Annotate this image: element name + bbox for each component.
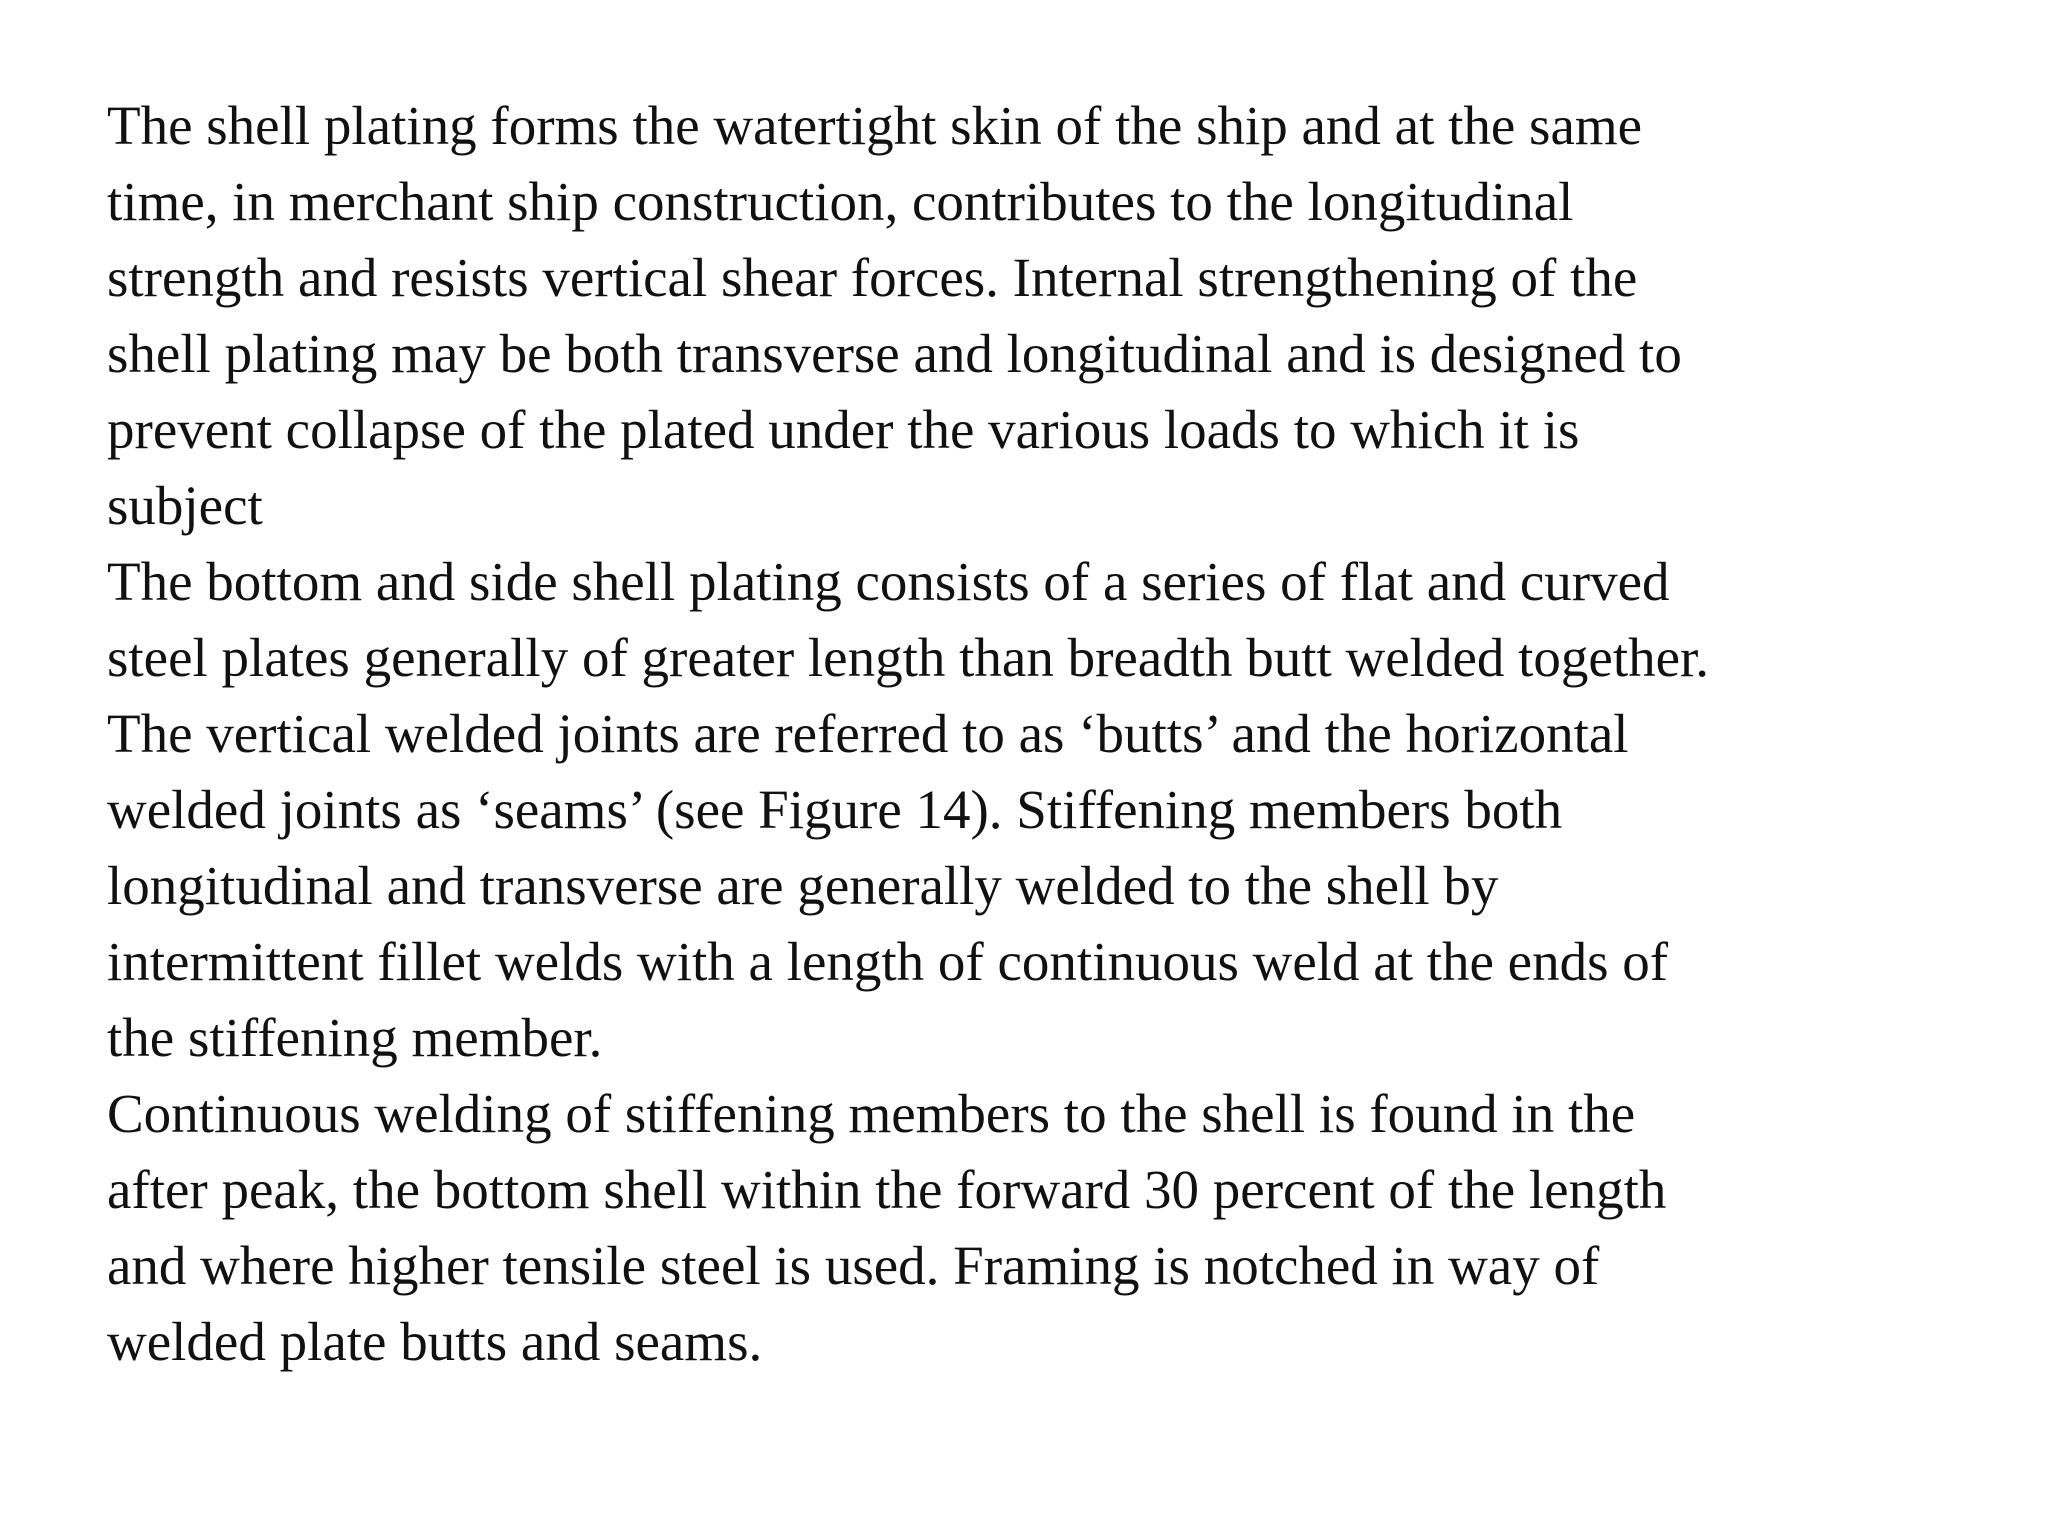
- paragraph-shell-plating: The shell plating forms the watertight skin of the ship and at the same time, in merchant ship construction, contributes to the longitudinal strength and resists vertical shear forces. Internal strengthening of the shell plating may be both transverse and longitudinal and is designed to prevent collapse of the plated under the various loads to which it is subject: [107, 95, 1682, 536]
- paragraph-continuous-welding: Continuous welding of stiffening members to the shell is found in the after peak, the bottom shell within the forward 30 percent of the length and where higher tensile steel is used. Framing is notched in way of welded plate butts and seams.: [107, 1083, 1667, 1372]
- paragraph-bottom-side-plating: The bottom and side shell plating consists of a series of flat and curved steel plates generally of greater length than breadth butt welded together. The vertical welded joints are referred to as ‘butts’ and the horizontal welded joints as ‘seams’ (see Figure 14). Stiffening members both longitudinal and transverse are generally welded to the shell by intermittent fillet welds with a length of continuous weld at the ends of the stiffening member.: [107, 551, 1710, 1068]
- document-page: [107, 88, 2007, 1380]
